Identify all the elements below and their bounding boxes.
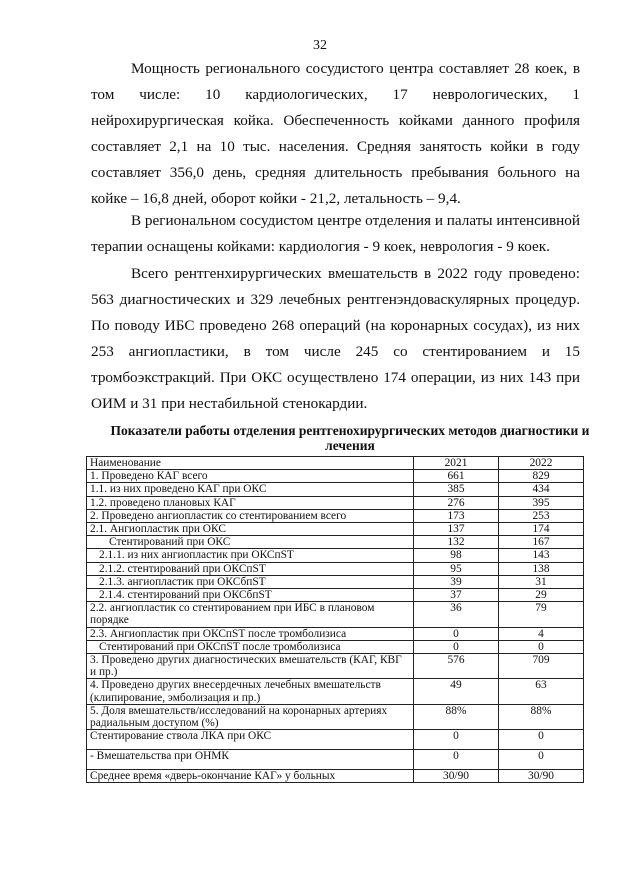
row-label: - Вмешательства при ОНМК: [87, 750, 414, 770]
row-value-2021: 95: [414, 562, 499, 575]
row-label: 2.1.3. ангиопластик при ОКСбпST: [87, 575, 414, 588]
row-value-2022: 30/90: [499, 770, 584, 783]
row-value-2021: 0: [414, 750, 499, 770]
table-row: [87, 562, 584, 575]
row-value-2022: 709: [499, 654, 584, 679]
row-value-2021: 0: [414, 640, 499, 653]
row-label: Среднее время «дверь-окончание КАГ» у больных: [87, 770, 414, 783]
table-title: Показатели работы отделения рентгенохирургических методов диагностики и лечения: [110, 423, 590, 453]
row-label: 1.1. из них проведено КАГ при ОКС: [87, 483, 414, 496]
row-label: 2.1. Ангиопластик при ОКС: [87, 523, 414, 536]
row-value-2022: 253: [499, 509, 584, 522]
row-value-2021: 276: [414, 496, 499, 509]
row-value-2022: 174: [499, 523, 584, 536]
row-value-2022: 31: [499, 575, 584, 588]
row-value-2022: 0: [499, 640, 584, 653]
row-value-2021: 132: [414, 536, 499, 549]
row-label: 2.1.2. стентирований при ОКСпST: [87, 562, 414, 575]
table-row: [87, 575, 584, 588]
row-label: 2.1.4. стентирований при ОКСбпST: [87, 589, 414, 602]
row-value-2021: 30/90: [414, 770, 499, 783]
table-row: [87, 536, 584, 549]
row-value-2021: 173: [414, 509, 499, 522]
header-name: Наименование: [87, 457, 414, 470]
indicators-table: [86, 456, 584, 783]
paragraph-icu-beds: В региональном сосудистом центре отделения и палаты интенсивной терапии оснащены койками: кардиология - 9 коек, неврология - 9 коек.: [91, 212, 580, 255]
header-2022: 2022: [499, 457, 584, 470]
table-row: [87, 654, 584, 679]
table-row: [87, 627, 584, 640]
row-value-2021: 49: [414, 679, 499, 704]
table-row: [87, 770, 584, 783]
row-label: Стентирование ствола ЛКА при ОКС: [87, 730, 414, 750]
row-value-2021: 576: [414, 654, 499, 679]
row-value-2021: 98: [414, 549, 499, 562]
table-row: [87, 496, 584, 509]
row-value-2021: 661: [414, 470, 499, 483]
header-2021: 2021: [414, 457, 499, 470]
row-value-2022: 0: [499, 730, 584, 750]
table-row: [87, 589, 584, 602]
table-row: [87, 730, 584, 750]
row-value-2021: 36: [414, 602, 499, 627]
table-row: [87, 523, 584, 536]
table-row: [87, 509, 584, 522]
row-label: Стентирований при ОКС: [87, 536, 414, 549]
row-value-2021: 88%: [414, 704, 499, 729]
table-row: [87, 704, 584, 729]
row-label: 1.2. проведено плановых КАГ: [87, 496, 414, 509]
paragraph-capacity: Мощность регионального сосудистого центра составляет 28 коек, в том числе: 10 кардиологических, 17 неврологических, 1 нейрохирургическая койка. Обеспеченность койками данного профиля составляет 2,1 на 10 тыс. населения. Средняя занятость койки в году составляет 356,0 день, средняя длительность пребывания больного на койке – 16,8 дней, оборот койки - 21,2, летальность – 9,4.: [91, 60, 580, 207]
row-value-2021: 137: [414, 523, 499, 536]
row-label: 3. Проведено других диагностических вмешательств (КАГ, КВГ и пр.): [87, 654, 414, 679]
table-row: [87, 679, 584, 704]
row-value-2022: 63: [499, 679, 584, 704]
row-value-2022: 0: [499, 750, 584, 770]
row-value-2021: 37: [414, 589, 499, 602]
row-label: 2.3. Ангиопластик при ОКСпST после тромболизиса: [87, 627, 414, 640]
row-value-2022: 167: [499, 536, 584, 549]
row-value-2022: 434: [499, 483, 584, 496]
row-value-2021: 39: [414, 575, 499, 588]
table-header-row: [87, 457, 584, 470]
row-label: Стентирований при ОКСпST после тромболизиса: [87, 640, 414, 653]
row-value-2022: 829: [499, 470, 584, 483]
table-row: [87, 750, 584, 770]
row-value-2022: 79: [499, 602, 584, 627]
table-row: [87, 640, 584, 653]
table-row: [87, 549, 584, 562]
row-label: 5. Доля вмешательств/исследований на коронарных артериях радиальным доступом (%): [87, 704, 414, 729]
row-value-2022: 29: [499, 589, 584, 602]
row-label: 2.2. ангиопластик со стентированием при ИБС в плановом порядке: [87, 602, 414, 627]
row-value-2022: 4: [499, 627, 584, 640]
row-value-2022: 395: [499, 496, 584, 509]
row-value-2021: 0: [414, 730, 499, 750]
row-label: 2.1.1. из них ангиопластик при ОКСпST: [87, 549, 414, 562]
page-number: 32: [313, 38, 327, 53]
paragraph-interventions: Всего рентгенхирургических вмешательств в 2022 году проведено: 563 диагностических и 329 лечебных рентгенэндоваскулярных процедур. По поводу ИБС проведено 268 операций (на коронарных сосудах), из них 253 ангиопластики, в том числе 245 со стентированием и 15 тромбоэкстракций. При ОКС осуществлено 174 операции, из них 143 при ОИМ и 31 при нестабильной стенокардии.: [91, 265, 580, 412]
row-value-2021: 385: [414, 483, 499, 496]
row-value-2021: 0: [414, 627, 499, 640]
row-value-2022: 138: [499, 562, 584, 575]
row-value-2022: 88%: [499, 704, 584, 729]
row-label: 4. Проведено других внесердечных лечебных вмешательств (клипирование, эмболизация и пр.): [87, 679, 414, 704]
table-row: [87, 483, 584, 496]
table-row: [87, 602, 584, 627]
row-value-2022: 143: [499, 549, 584, 562]
table-row: [87, 470, 584, 483]
row-label: 2. Проведено ангиопластик со стентированием всего: [87, 509, 414, 522]
row-label: 1. Проведено КАГ всего: [87, 470, 414, 483]
